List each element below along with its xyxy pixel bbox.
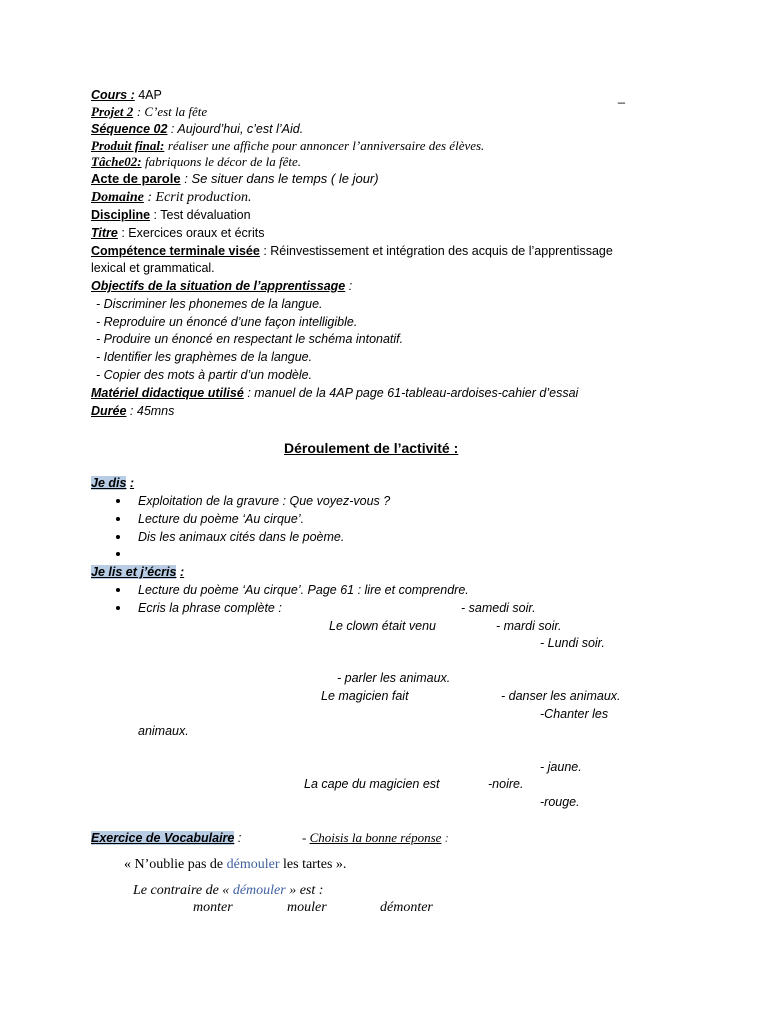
vocab-quote-open: « N’oublie pas de bbox=[124, 857, 227, 872]
ex1-option: - samedi soir. bbox=[461, 601, 536, 615]
sequence-line bbox=[91, 121, 303, 137]
projet-line bbox=[91, 104, 207, 120]
duree-line bbox=[91, 403, 174, 419]
produit-value: réaliser une affiche pour annoncer l’anniversaire des élèves. bbox=[167, 138, 485, 153]
tache-label: Tâche02: bbox=[91, 154, 142, 169]
vocab-choice: monter bbox=[193, 900, 233, 915]
je-dis-item: Lecture du poème ‘Au cirque’. bbox=[138, 512, 305, 526]
tache-line bbox=[91, 154, 301, 170]
titre-line bbox=[91, 225, 264, 241]
je-lis-item: Lecture du poème ‘Au cirque’. Page 61 : lire et comprendre. bbox=[138, 583, 469, 597]
objectif-item: - Reproduire un énoncé d’une façon intelligible. bbox=[96, 315, 358, 329]
titre-label: Titre bbox=[91, 226, 118, 240]
discipline-value: : Test dévaluation bbox=[153, 208, 251, 222]
vocab-quote-close: les tartes ». bbox=[279, 857, 347, 872]
produit-line bbox=[91, 138, 484, 154]
competence-label: Compétence terminale visée bbox=[91, 244, 260, 258]
vocab-quote-word: démouler bbox=[226, 857, 280, 872]
vocab-heading bbox=[91, 830, 241, 846]
vocab-question bbox=[133, 883, 323, 899]
je-lis-heading bbox=[91, 564, 184, 580]
je-dis-heading bbox=[91, 475, 134, 491]
ex2-option: - parler les animaux. bbox=[337, 671, 451, 685]
vocab-question-a: Le contraire de « bbox=[133, 883, 233, 898]
vocab-choice: démonter bbox=[380, 900, 433, 915]
cours-value: 4AP bbox=[138, 88, 162, 102]
je-lis-colon: : bbox=[179, 565, 185, 579]
objectifs-heading bbox=[91, 278, 352, 294]
competence-line bbox=[91, 243, 613, 259]
vocab-instruction-colon: : bbox=[444, 830, 449, 845]
je-dis-item: Exploitation de la gravure : Que voyez-vous ? bbox=[138, 494, 391, 508]
ex2-sentence: Le magicien fait bbox=[321, 689, 409, 703]
je-dis-item: Dis les animaux cités dans le poème. bbox=[138, 530, 345, 544]
objectif-item: - Produire un énoncé en respectant le schéma intonatif. bbox=[96, 332, 404, 346]
ex2-wrap: animaux. bbox=[138, 724, 189, 738]
ex2-option: -Chanter les bbox=[540, 707, 609, 721]
tache-value: fabriquons le décor de la fête. bbox=[145, 154, 301, 169]
sequence-value: : Aujourd’hui, c’est l’Aid. bbox=[170, 122, 304, 136]
bullet-icon bbox=[116, 588, 120, 592]
vocab-choice: mouler bbox=[287, 900, 327, 915]
discipline-label: Discipline bbox=[91, 208, 151, 222]
top-dash: _ bbox=[618, 90, 625, 104]
domaine-label: Domaine bbox=[91, 190, 144, 205]
bullet-icon bbox=[116, 606, 120, 610]
acte-value: : Se situer dans le temps ( le jour) bbox=[184, 171, 379, 186]
duree-label: Durée bbox=[91, 404, 127, 418]
objectifs-colon: : bbox=[348, 279, 353, 293]
bullet-icon bbox=[116, 499, 120, 503]
ex1-option: - mardi soir. bbox=[496, 619, 562, 633]
objectifs-label: Objectifs de la situation de l’apprentissage bbox=[91, 279, 346, 293]
bullet-icon bbox=[116, 517, 120, 521]
objectif-item: - Copier des mots à partir d’un modèle. bbox=[96, 368, 313, 382]
ex2-option: - danser les animaux. bbox=[501, 689, 621, 703]
titre-value: : Exercices oraux et écrits bbox=[121, 226, 265, 240]
sequence-label: Séquence 02 bbox=[91, 122, 168, 136]
materiel-line bbox=[91, 385, 578, 401]
domaine-value: : Ecrit production. bbox=[147, 190, 252, 205]
je-lis-label: Je lis et j’écris bbox=[91, 565, 177, 579]
deroulement-title: Déroulement de l’activité : bbox=[284, 440, 459, 456]
je-dis-colon: : bbox=[129, 476, 135, 490]
vocab-instruction-text: Choisis la bonne réponse bbox=[309, 830, 442, 845]
competence-line-2: lexical et grammatical. bbox=[91, 261, 215, 275]
objectif-item: - Identifier les graphèmes de la langue. bbox=[96, 350, 313, 364]
projet-value: : C’est la fête bbox=[136, 104, 208, 119]
acte-line bbox=[91, 171, 379, 187]
vocab-instruction bbox=[302, 830, 449, 846]
domaine-line bbox=[91, 189, 251, 206]
ex3-option: - jaune. bbox=[540, 760, 582, 774]
competence-value: : Réinvestissement et intégration des acquis de l’apprentissage bbox=[263, 244, 613, 258]
vocab-question-b: » est : bbox=[285, 883, 324, 898]
ex3-sentence: La cape du magicien est bbox=[304, 777, 440, 791]
ex3-option: -noire. bbox=[488, 777, 524, 791]
vocab-label: Exercice de Vocabulaire bbox=[91, 831, 235, 845]
bullet-icon bbox=[116, 535, 120, 539]
projet-label: Projet 2 bbox=[91, 104, 134, 119]
cours-label: Cours : bbox=[91, 88, 135, 102]
vocab-quote bbox=[124, 857, 346, 873]
cours-line bbox=[91, 87, 162, 103]
bullet-icon bbox=[116, 552, 120, 556]
vocab-question-word: démouler bbox=[232, 883, 286, 898]
duree-value: : 45mns bbox=[129, 404, 175, 418]
produit-label: Produit final: bbox=[91, 138, 165, 153]
vocab-instruction-dash: - bbox=[302, 830, 310, 845]
materiel-label: Matériel didactique utilisé bbox=[91, 386, 244, 400]
je-dis-label: Je dis bbox=[91, 476, 127, 490]
ex1-sentence: Le clown était venu bbox=[329, 619, 437, 633]
objectif-item: - Discriminer les phonemes de la langue. bbox=[96, 297, 323, 311]
je-lis-item: Ecris la phrase complète : bbox=[138, 601, 282, 615]
ex3-option: -rouge. bbox=[540, 795, 580, 809]
ex1-option: - Lundi soir. bbox=[540, 636, 605, 650]
discipline-line bbox=[91, 207, 251, 223]
vocab-colon: : bbox=[237, 831, 242, 845]
materiel-value: : manuel de la 4AP page 61-tableau-ardoises-cahier d’essai bbox=[247, 386, 579, 400]
acte-label: Acte de parole bbox=[91, 171, 181, 186]
